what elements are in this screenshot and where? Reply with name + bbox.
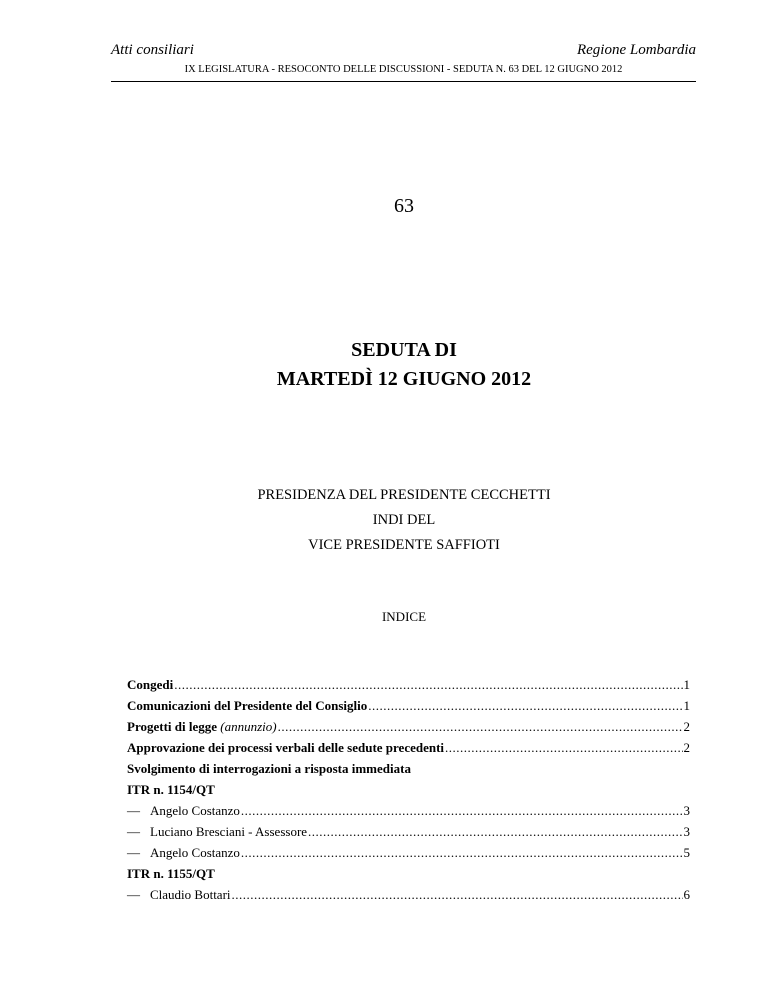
seduta-number: 63: [394, 195, 414, 217]
toc-subentry: [127, 884, 690, 905]
toc-section-itr-1154: [127, 779, 690, 800]
toc-leader-dots: [232, 884, 683, 905]
toc-entry-page: 3: [683, 824, 690, 839]
toc-entry-page: 5: [683, 845, 690, 860]
page-title: [0, 336, 768, 394]
toc-entry-page: 6: [683, 887, 690, 902]
toc-entry-page: 2: [683, 740, 690, 755]
toc-section-svolgimento: [127, 758, 690, 779]
toc-section-label: ITR n. 1154/QT: [127, 782, 215, 797]
presidenza-block: [0, 483, 768, 558]
presidenza-line-3: VICE PRESIDENTE SAFFIOTI: [308, 537, 500, 553]
header-divider: [111, 81, 696, 82]
toc-subentry: [127, 800, 690, 821]
toc-leader-dots: [368, 695, 682, 716]
toc-leader-dots: [241, 842, 683, 863]
toc-entry-approvazione: [127, 737, 690, 758]
toc-subentry: [127, 842, 690, 863]
toc-entry-label: Approvazione dei processi verbali delle sedute precedenti: [127, 740, 445, 755]
toc-entry-label: Progetti di legge: [127, 719, 218, 734]
toc-section-label: Svolgimento di interrogazioni a risposta immediata: [127, 761, 411, 776]
toc-subentry-label-group: [127, 821, 307, 842]
table-of-contents: [127, 674, 690, 905]
dash-glyph: —: [127, 824, 140, 839]
toc-subentry-label: Luciano Bresciani - Assessore: [150, 824, 308, 839]
toc-entry-label: Congedi: [127, 677, 174, 692]
toc-entry-page: 1: [683, 677, 690, 692]
toc-entry-label: Comunicazioni del Presidente del Consiglio: [127, 698, 368, 713]
dash-glyph: —: [127, 845, 140, 860]
header-right-text: Regione Lombardia: [576, 42, 696, 58]
presidenza-line-2: INDI DEL: [372, 512, 436, 528]
toc-leader-dots: [278, 716, 683, 737]
toc-entry-comunicazioni: [127, 695, 690, 716]
toc-leader-dots: [308, 821, 682, 842]
header-left-text: Atti consiliari: [111, 42, 194, 58]
toc-entry-progetti: [127, 716, 690, 737]
toc-section-label: ITR n. 1155/QT: [127, 866, 215, 881]
toc-section-itr-1155: [127, 863, 690, 884]
toc-leader-dots: [174, 674, 682, 695]
toc-entry-page: 2: [683, 719, 690, 734]
toc-subentry-label-group: [127, 800, 240, 821]
toc-entry-label-group: [127, 716, 277, 737]
title-line-1: SEDUTA DI: [351, 339, 457, 361]
title-line-2: MARTEDÌ 12 GIUGNO 2012: [276, 368, 532, 390]
toc-subentry-label: Claudio Bottari: [150, 887, 231, 902]
toc-leader-dots: [241, 800, 683, 821]
dash-glyph: —: [127, 887, 140, 902]
toc-subentry-label-group: [127, 842, 240, 863]
dash-glyph: —: [127, 803, 140, 818]
indice-heading: INDICE: [381, 609, 427, 624]
toc-subentry-label: Angelo Costanzo: [150, 803, 240, 818]
toc-entry-label-note: (annunzio): [220, 719, 277, 734]
presidenza-line-1: PRESIDENZA DEL PRESIDENTE CECCHETTI: [257, 487, 551, 503]
header-subtitle: IX LEGISLATURA - RESOCONTO DELLE DISCUSSIONI - SEDUTA N. 63 DEL 12 GIUGNO 2012: [184, 64, 623, 75]
toc-subentry-label: Angelo Costanzo: [150, 845, 240, 860]
toc-entry-page: 3: [683, 803, 690, 818]
toc-entry-congedi: [127, 674, 690, 695]
toc-entry-page: 1: [683, 698, 690, 713]
toc-subentry: [127, 821, 690, 842]
toc-leader-dots: [445, 737, 682, 758]
toc-subentry-label-group: [127, 884, 231, 905]
